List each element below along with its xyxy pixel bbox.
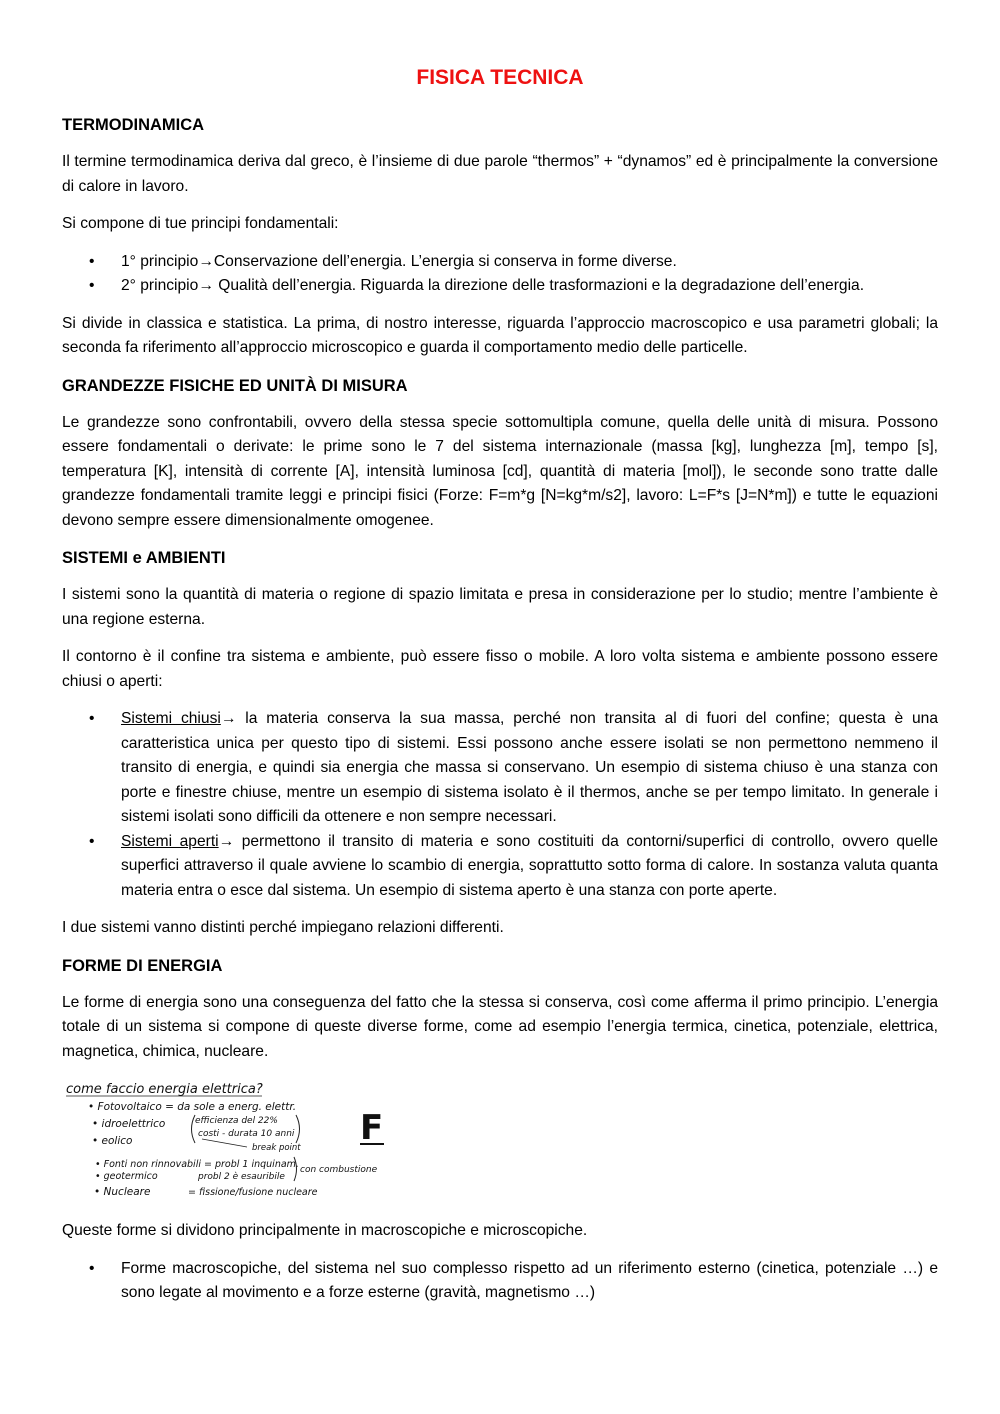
- document-title: FISICA TECNICA: [416, 66, 584, 89]
- list-item: [62, 830, 938, 904]
- bullet-icon: •: [89, 277, 95, 294]
- sketch-line: probl 2 è esauribile: [198, 1172, 285, 1182]
- sketch-line: • Nucleare: [94, 1186, 151, 1198]
- list-item: [62, 1257, 938, 1306]
- arrow-icon: →: [220, 710, 237, 727]
- principles-list: [62, 250, 938, 299]
- heading-sistemi: SISTEMI e AMBIENTI: [62, 549, 226, 567]
- sketch-line: efficienza del 22%: [195, 1116, 278, 1126]
- sketch-line: • idroelettrico: [92, 1118, 166, 1130]
- sketch-line: costi - durata 10 anni: [198, 1129, 295, 1139]
- sketch-line: con combustione: [300, 1165, 378, 1175]
- paragraph: I due sistemi vanno distinti perché impiegano relazioni differenti.: [62, 919, 504, 936]
- list-item: [62, 274, 938, 299]
- handwritten-notes-image: [62, 1077, 402, 1203]
- list-item: [62, 250, 938, 275]
- paragraph: Le forme di energia sono una conseguenza del fatto che la stessa si conserva, così come afferma il primo principio. L’energia totale di un sistema si compone di queste diverse forme, come ad esempio l’energia termica, cinetica, potenziale, elettrica, magnetica, chimica, nucleare.: [62, 993, 938, 1060]
- bullet-icon: •: [89, 832, 95, 850]
- paragraph: Il contorno è il confine tra sistema e ambiente, può essere fisso o mobile. A loro volta sistema e ambiente possono essere chiusi o aperti:: [62, 648, 938, 690]
- paragraph: Si compone di tue principi fondamentali:: [62, 215, 339, 232]
- sketch-line: • geotermico: [95, 1171, 158, 1182]
- sketch-line: • eolico: [92, 1135, 133, 1147]
- paragraph: Le grandezze sono confrontabili, ovvero della stessa specie sottomultipla comune, quella delle unità di misura. Possono essere fondamentali o derivate: le prime sono le 7 del sistema internazionale (massa [kg], lunghezza [m], tempo [s], temperatura [K], intensità di corrente [A], intensità luminosa [cd], quantità di materia [mol]), le seconde sono tratte dalle grandezze fondamentali tramite leggi e principi fisici (Forze: F=m*g [N=kg*m/s2], lavoro: L=F*s [J=N*m]) e tutte le equazioni devono sempre essere dimensionalmente omogenee.: [62, 413, 938, 529]
- bullet-icon: •: [89, 1259, 95, 1277]
- item-text: Conservazione dell’energia. L’energia si conserva in forme diverse.: [213, 252, 677, 270]
- sketch-line: = fissione/fusione nucleare: [188, 1187, 318, 1198]
- item-text: la materia conserva la sua massa, perché non transita al di fuori del confine; questa è una caratteristica unica per questo tipo di sistemi. Essi possono anche essere isolati se non permettono nemmeno il transito di energia, e quindi sia energia che massa si conservano. Un esempio di sistema chiuso è una stanza con porte e finestre chiuse, mentre un esempio di sistema isolato è il thermos, anche se per tempo limitato. In generale i sistemi isolati sono difficili da ottenere e non sempre necessari.: [121, 710, 938, 825]
- bullet-icon: •: [89, 252, 95, 270]
- item-lead: Sistemi aperti: [121, 832, 219, 850]
- forms-list: [62, 1257, 938, 1306]
- arrow-icon: →: [218, 832, 235, 850]
- sketch-line: • Fonti non rinnovabili = probl 1 inquinam.: [95, 1159, 299, 1170]
- paragraph: I sistemi sono la quantità di materia o regione di spazio limitata e presa in considerazione per lo studio; mentre l’ambiente è una regione esterna.: [62, 586, 938, 628]
- item-text: permettono il transito di materia e sono costituiti da contorni/superfici di controllo, ovvero quelle superfici attraverso il quale avviene lo scambio di energia, soprattutto sotto forma di calore. In sostanza valuta quanta materia entra o esce dal sistema. Un esempio di sistema aperto è una stanza con porte aperte.: [121, 832, 938, 899]
- item-text: Qualità dell’energia. Riguarda la direzione delle trasformazioni e la degradazione dell’energia.: [213, 277, 865, 294]
- sketch-line: come faccio energia elettrica?: [66, 1082, 263, 1097]
- heading-termodinamica: TERMODINAMICA: [62, 116, 205, 134]
- bullet-icon: •: [89, 710, 95, 727]
- sketch-line: • Fotovoltaico = da sole a energ. elettr.: [88, 1101, 297, 1113]
- sketch-line: break point: [252, 1143, 301, 1153]
- arrow-icon: →: [198, 277, 214, 294]
- systems-list: [62, 707, 938, 903]
- list-item: [62, 707, 938, 830]
- heading-forme-energia: FORME DI ENERGIA: [62, 956, 223, 975]
- item-lead: 1° principio: [121, 252, 199, 270]
- item-lead: Sistemi chiusi: [121, 710, 221, 727]
- item-lead: 2° principio: [121, 277, 199, 294]
- item-text: Forme macroscopiche, del sistema nel suo complesso rispetto ad un riferimento esterno (cinetica, potenziale …) e sono legate al movimento e a forze esterne (gravità, magnetismo …): [121, 1259, 938, 1301]
- heading-grandezze: GRANDEZZE FISICHE ED UNITÀ DI MISURA: [62, 376, 408, 395]
- paragraph: Il termine termodinamica deriva dal greco, è l’insieme di due parole “thermos” + “dynamos” ed è principalmente la conversione di calore in lavoro.: [62, 153, 938, 195]
- paragraph: Si divide in classica e statistica. La prima, di nostro interesse, riguarda l’approccio macroscopico e usa parametri globali; la seconda fa riferimento all’approccio microscopico e guarda il comportamento medio delle particelle.: [62, 314, 938, 356]
- paragraph: Queste forme si dividono principalmente in macroscopiche e microscopiche.: [62, 1222, 588, 1239]
- big-letter-f: F: [360, 1108, 384, 1148]
- arrow-icon: →: [198, 252, 214, 270]
